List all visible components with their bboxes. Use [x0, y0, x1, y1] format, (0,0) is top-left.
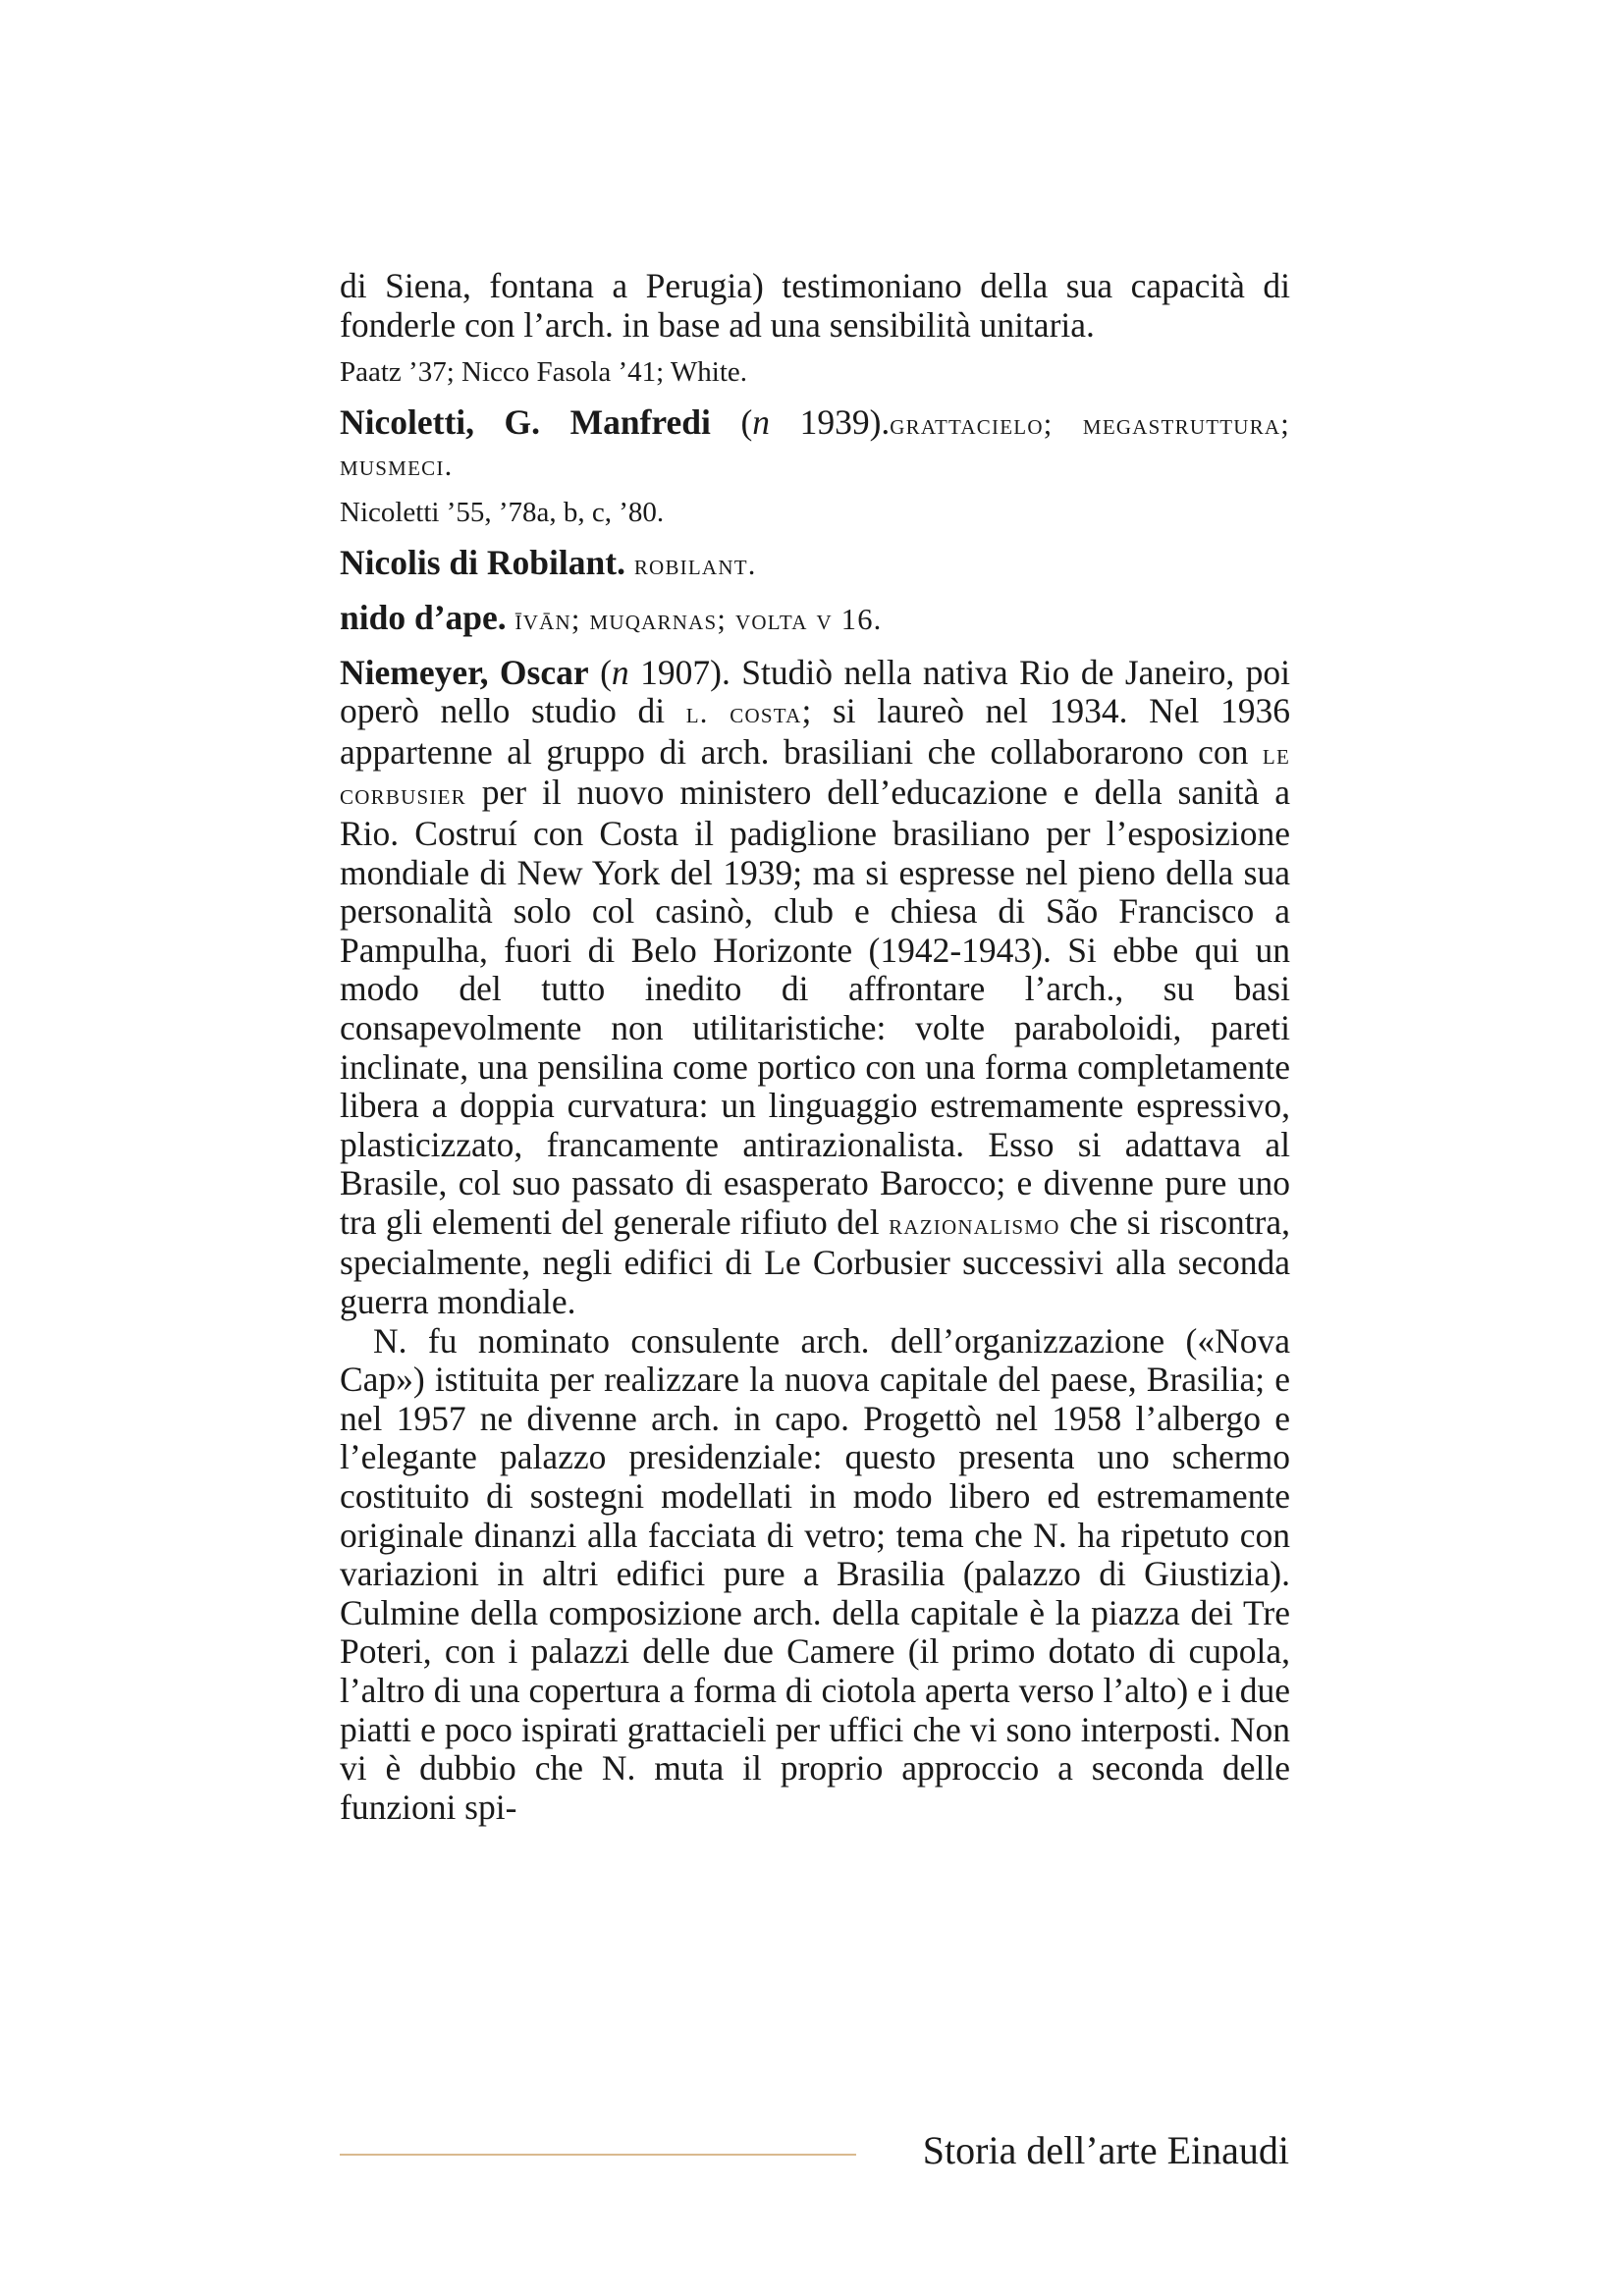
bibliography-nicoletti: Nicoletti ’55, ’78a, b, c, ’80. [340, 497, 665, 529]
birth-open: ( [600, 652, 612, 692]
continuation-text: di Siena, fontana a Perugia) testimoniano della sua capacità di fonderle con l’arch. in base ad una sensibilità unitaria. [340, 266, 1290, 345]
niemeyer-text-2: ; si laureò nel 1934. Nel 1936 appartenne al gruppo di arch. brasiliani che collaborarono con [340, 691, 1290, 772]
niemeyer-text-1: Studiò nella nativa Rio de Janeiro, poi operò nello studio di [340, 652, 1291, 731]
headword-niemeyer: Niemeyer, Oscar [340, 652, 589, 692]
birth-marker: n [752, 402, 771, 443]
entry-niemeyer [340, 654, 1290, 1322]
cross-refs-nido: īvān; muqarnas; volta v 16. [514, 602, 883, 636]
cross-ref-robilant: robilant. [633, 548, 757, 582]
niemeyer-text-3: per il nuovo ministero dell’educazione e della sanità a Rio. Costruí con Costa il padiglione brasiliano per l’esposizione mondiale di New York del 1939; ma si espresse nel pieno della sua personalità solo col casinò, club e chiesa di São Francisco a Pampulha, fuori di Belo Horizonte (1942-1943). Si ebbe qui un modo del tutto inedito di affrontare l’arch., su basi consapevolmente non utilitaristiche: volte paraboloidi, pareti inclinate, una pensilina come portico con una forma completamente libera a doppia curvatura: un linguaggio estremamente espressivo, plasticizzato, francamente antirazionalista. Esso si adattava al Brasile, col suo passato di esasperato Barocco; e divenne pure uno tra gli elementi del generale rifiuto del [340, 773, 1290, 1242]
niemeyer-paragraph-2: N. fu nominato consulente arch. dell’organizzazione («Nova Cap») istituita per realizzare la nuova capitale del paese, Brasilia; e nel 1957 ne divenne arch. in capo. Progettò nel 1958 l’albergo e l’elegante palazzo presidenziale: questo presenta uno schermo costituito di sostegni modellati in modo libero ed estremamente originale dinanzi alla facciata di vetro; tema che N. ha ripetuto con variazioni in altri edifici pure a Brasilia (palazzo di Giustizia). Culmine della composizione arch. della capitale è la piazza dei Tre Poteri, con i palazzi delle due Camere (il primo dotato di cupola, l’altro di una copertura a forma di ciotola aperta verso l’alto) e i due piatti e poco ispirati grattacieli per uffici che vi sono interposti. Non vi è dubbio che N. muta il proprio approccio a seconda delle funzioni spi- [340, 1320, 1290, 1827]
page-text [340, 267, 1290, 1827]
cross-ref-razionalismo: razionalismo [889, 1206, 1060, 1241]
cross-refs-nicoletti: grattacielo; megastruttura; musmeci. [340, 407, 1291, 482]
bibliography-paatz: Paatz ’37; Nicco Fasola ’41; White. [340, 356, 748, 389]
footer-title: Storia dell’arte Einaudi [922, 2128, 1289, 2172]
birth-year: 1907). [628, 652, 730, 692]
cross-ref-le-corbusier: le corbusier [340, 736, 1290, 812]
niemeyer-text-4: che si riscontra, specialmente, negli edifici di Le Corbusier successivi alla seconda guerra mondiale. [340, 1201, 1291, 1322]
birth-year: 1939). [770, 402, 891, 443]
entry-nicoletti [340, 403, 1290, 485]
entry-nido [340, 599, 1290, 640]
entry-nicolis [340, 544, 1290, 585]
cross-ref-costa: l. costa [685, 696, 802, 730]
headword-nicoletti: Nicoletti, G. Manfredi [340, 402, 711, 443]
continuation-paragraph [340, 267, 1290, 345]
headword-nido: nido d’ape. [340, 597, 507, 637]
birth-open: ( [740, 402, 753, 443]
headword-nicolis: Nicolis di Robilant. [340, 543, 625, 583]
birth-marker: n [611, 652, 629, 692]
footer-rule [340, 2154, 856, 2156]
